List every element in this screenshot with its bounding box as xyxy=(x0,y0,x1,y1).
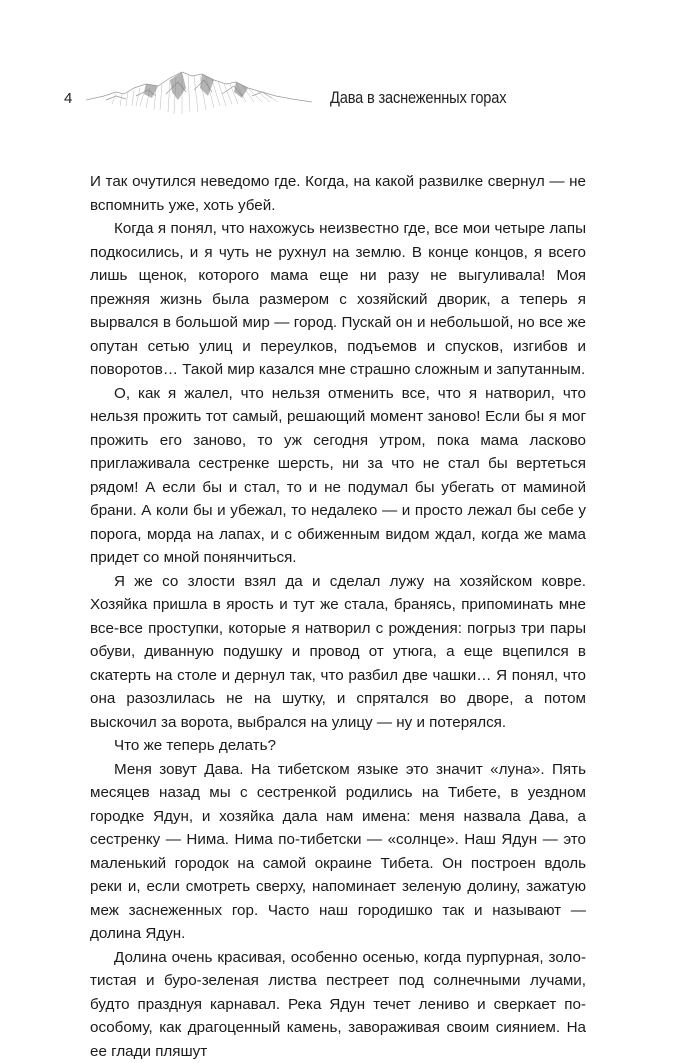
mountain-range-icon xyxy=(86,66,312,118)
paragraph: Я же со злости взял да и сделал лужу на хозяйском ковре. Хозяйка пришла в ярость и тут же стала, бранясь, припоминать мне все-все проступки, которые я натворил с рождения: погрыз три пары обуви, диванную подушку и провод от утюга, а еще вцепился в скатерть на столе и дернул так, что разбил две чашки… Я понял, что она разозлилась не на шутку, и спрятался во дворе, а потом выскочил за ворота, выбрался на улицу — ну и потерялся. xyxy=(90,570,586,735)
paragraph: Что же теперь делать? xyxy=(90,734,586,758)
page-number: 4 xyxy=(64,90,72,107)
running-title: Дава в заснеженных горах xyxy=(330,88,506,108)
paragraph: Когда я понял, что нахожусь неизвестно где, все мои четыре лапы подкосились, и я чуть не рухнул на землю. В конце концов, я всего лишь щенок, которого мама еще ни разу не выгуливала! Моя прежняя жизнь была размером с хозяйский дворик, а теперь я вырвался в большой мир — город. Пускай он и небольшой, но все же опутан сетью улиц и переулков, подъемов и спусков, изгибов и поворотов… Такой мир казался мне страшно сложным и запутанным. xyxy=(90,217,586,382)
page-header xyxy=(0,58,674,118)
body-text xyxy=(90,170,586,1063)
paragraph: О, как я жалел, что нельзя отменить все, что я натворил, что нельзя прожить тот самый, решающий момент заново! Если бы я мог прожить его заново, то уж сегодня утром, пока мама ласково приглаживала сестренке шерсть, ни за что не стал бы вертеться рядом! А если бы и стал, то и не подумал бы убегать от маминой брани. А коли бы и убежал, то недалеко — и просто лежал бы себе у порога, морда на лапах, и с обиженным видом ждал, когда же мама придет со мной понянчиться. xyxy=(90,382,586,570)
paragraph: Меня зовут Дава. На тибетском языке это значит «луна». Пять месяцев назад мы с сестренкой родились на Тибете, в уездном городке Ядун, и хозяйка дала нам имена: меня назвала Дава, а сестренку — Нима. Нима по-тибетски — «солнце». Наш Ядун — это маленький городок на самой окраине Тибета. Он построен вдоль реки и, если смотреть сверху, напоминает зеленую долину, зажатую меж заснеженных гор. Часто наш городишко так и называют — долина Ядун. xyxy=(90,758,586,946)
paragraph: И так очутился неведомо где. Когда, на какой развилке свернул — не вспомнить уже, хоть убей. xyxy=(90,170,586,217)
paragraph: Долина очень красивая, особенно осенью, когда пурпурная, золотистая и буро-зеленая листва пестреет под солнечными лучами, будто празднуя карнавал. Река Ядун течет лениво и сверкает по-особому, как драгоценный камень, завораживая своим сиянием. На ее глади пляшут xyxy=(90,946,586,1063)
